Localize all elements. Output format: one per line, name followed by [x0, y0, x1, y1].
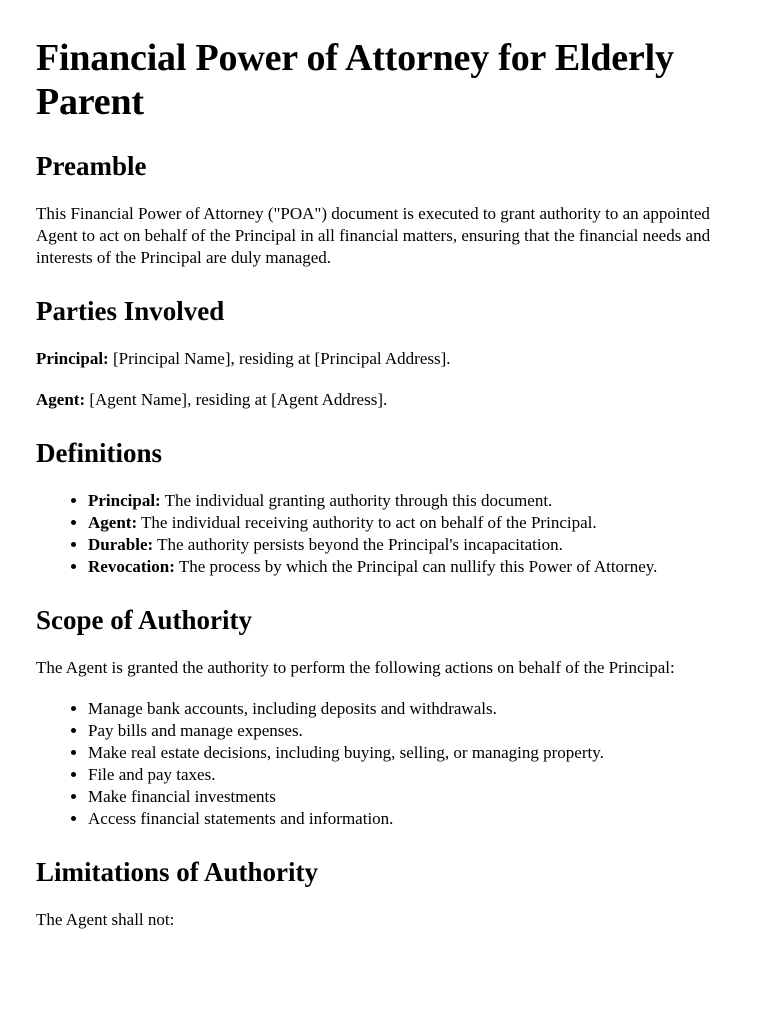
document-title: Financial Power of Attorney for Elderly Parent	[36, 37, 674, 123]
definition-text: The authority persists beyond the Principal's incapacitation.	[153, 535, 563, 554]
definitions-section	[36, 437, 732, 578]
preamble-heading: Preamble	[36, 151, 147, 181]
parties-heading: Parties Involved	[36, 296, 225, 326]
definition-text: The individual granting authority through this document.	[160, 491, 553, 510]
principal-party	[36, 348, 732, 370]
scope-heading: Scope of Authority	[36, 605, 252, 635]
scope-item: • File and pay taxes.	[88, 764, 732, 786]
limitations-heading: Limitations of Authority	[36, 857, 319, 887]
agent-party-text: [Agent Name], residing at [Agent Address].	[85, 390, 388, 409]
definition-item	[88, 534, 732, 556]
preamble-text: This Financial Power of Attorney ("POA") document is executed to grant authority to an appointed Agent to act on behalf of the Principal in all financial matters, ensuring that the financial needs and interests of the Principal are duly managed.	[36, 204, 711, 267]
scope-item: • Make real estate decisions, including buying, selling, or managing property.	[88, 742, 732, 764]
scope-intro: The Agent is granted the authority to perform the following actions on behalf of the Principal:	[36, 658, 675, 677]
agent-party-label: Agent:	[36, 390, 86, 409]
scope-item: • Manage bank accounts, including deposits and withdrawals.	[88, 698, 732, 720]
definition-item	[88, 512, 732, 534]
principal-party-label: Principal:	[36, 349, 109, 368]
principal-party-text: [Principal Name], residing at [Principal Address].	[108, 349, 451, 368]
limitations-intro: The Agent shall not:	[36, 910, 175, 929]
scope-item: • Pay bills and manage expenses.	[88, 720, 732, 742]
definition-term: Principal:	[88, 491, 161, 510]
definition-text: The process by which the Principal can nullify this Power of Attorney.	[174, 557, 658, 576]
scope-item: • Make financial investments	[88, 786, 732, 808]
definition-text: The individual receiving authority to act on behalf of the Principal.	[137, 513, 597, 532]
parties-section	[36, 295, 732, 411]
definitions-list	[36, 490, 732, 578]
preamble-section	[36, 150, 732, 269]
definition-term: Agent:	[88, 513, 138, 532]
definition-item	[88, 556, 732, 578]
definition-term: Durable:	[88, 535, 154, 554]
definitions-heading: Definitions	[36, 438, 163, 468]
agent-party	[36, 389, 732, 411]
scope-list	[36, 698, 732, 830]
scope-section	[36, 604, 732, 830]
definition-term: Revocation:	[88, 557, 175, 576]
limitations-section	[36, 856, 732, 931]
scope-item: • Access financial statements and information.	[88, 808, 732, 830]
definition-item	[88, 490, 732, 512]
